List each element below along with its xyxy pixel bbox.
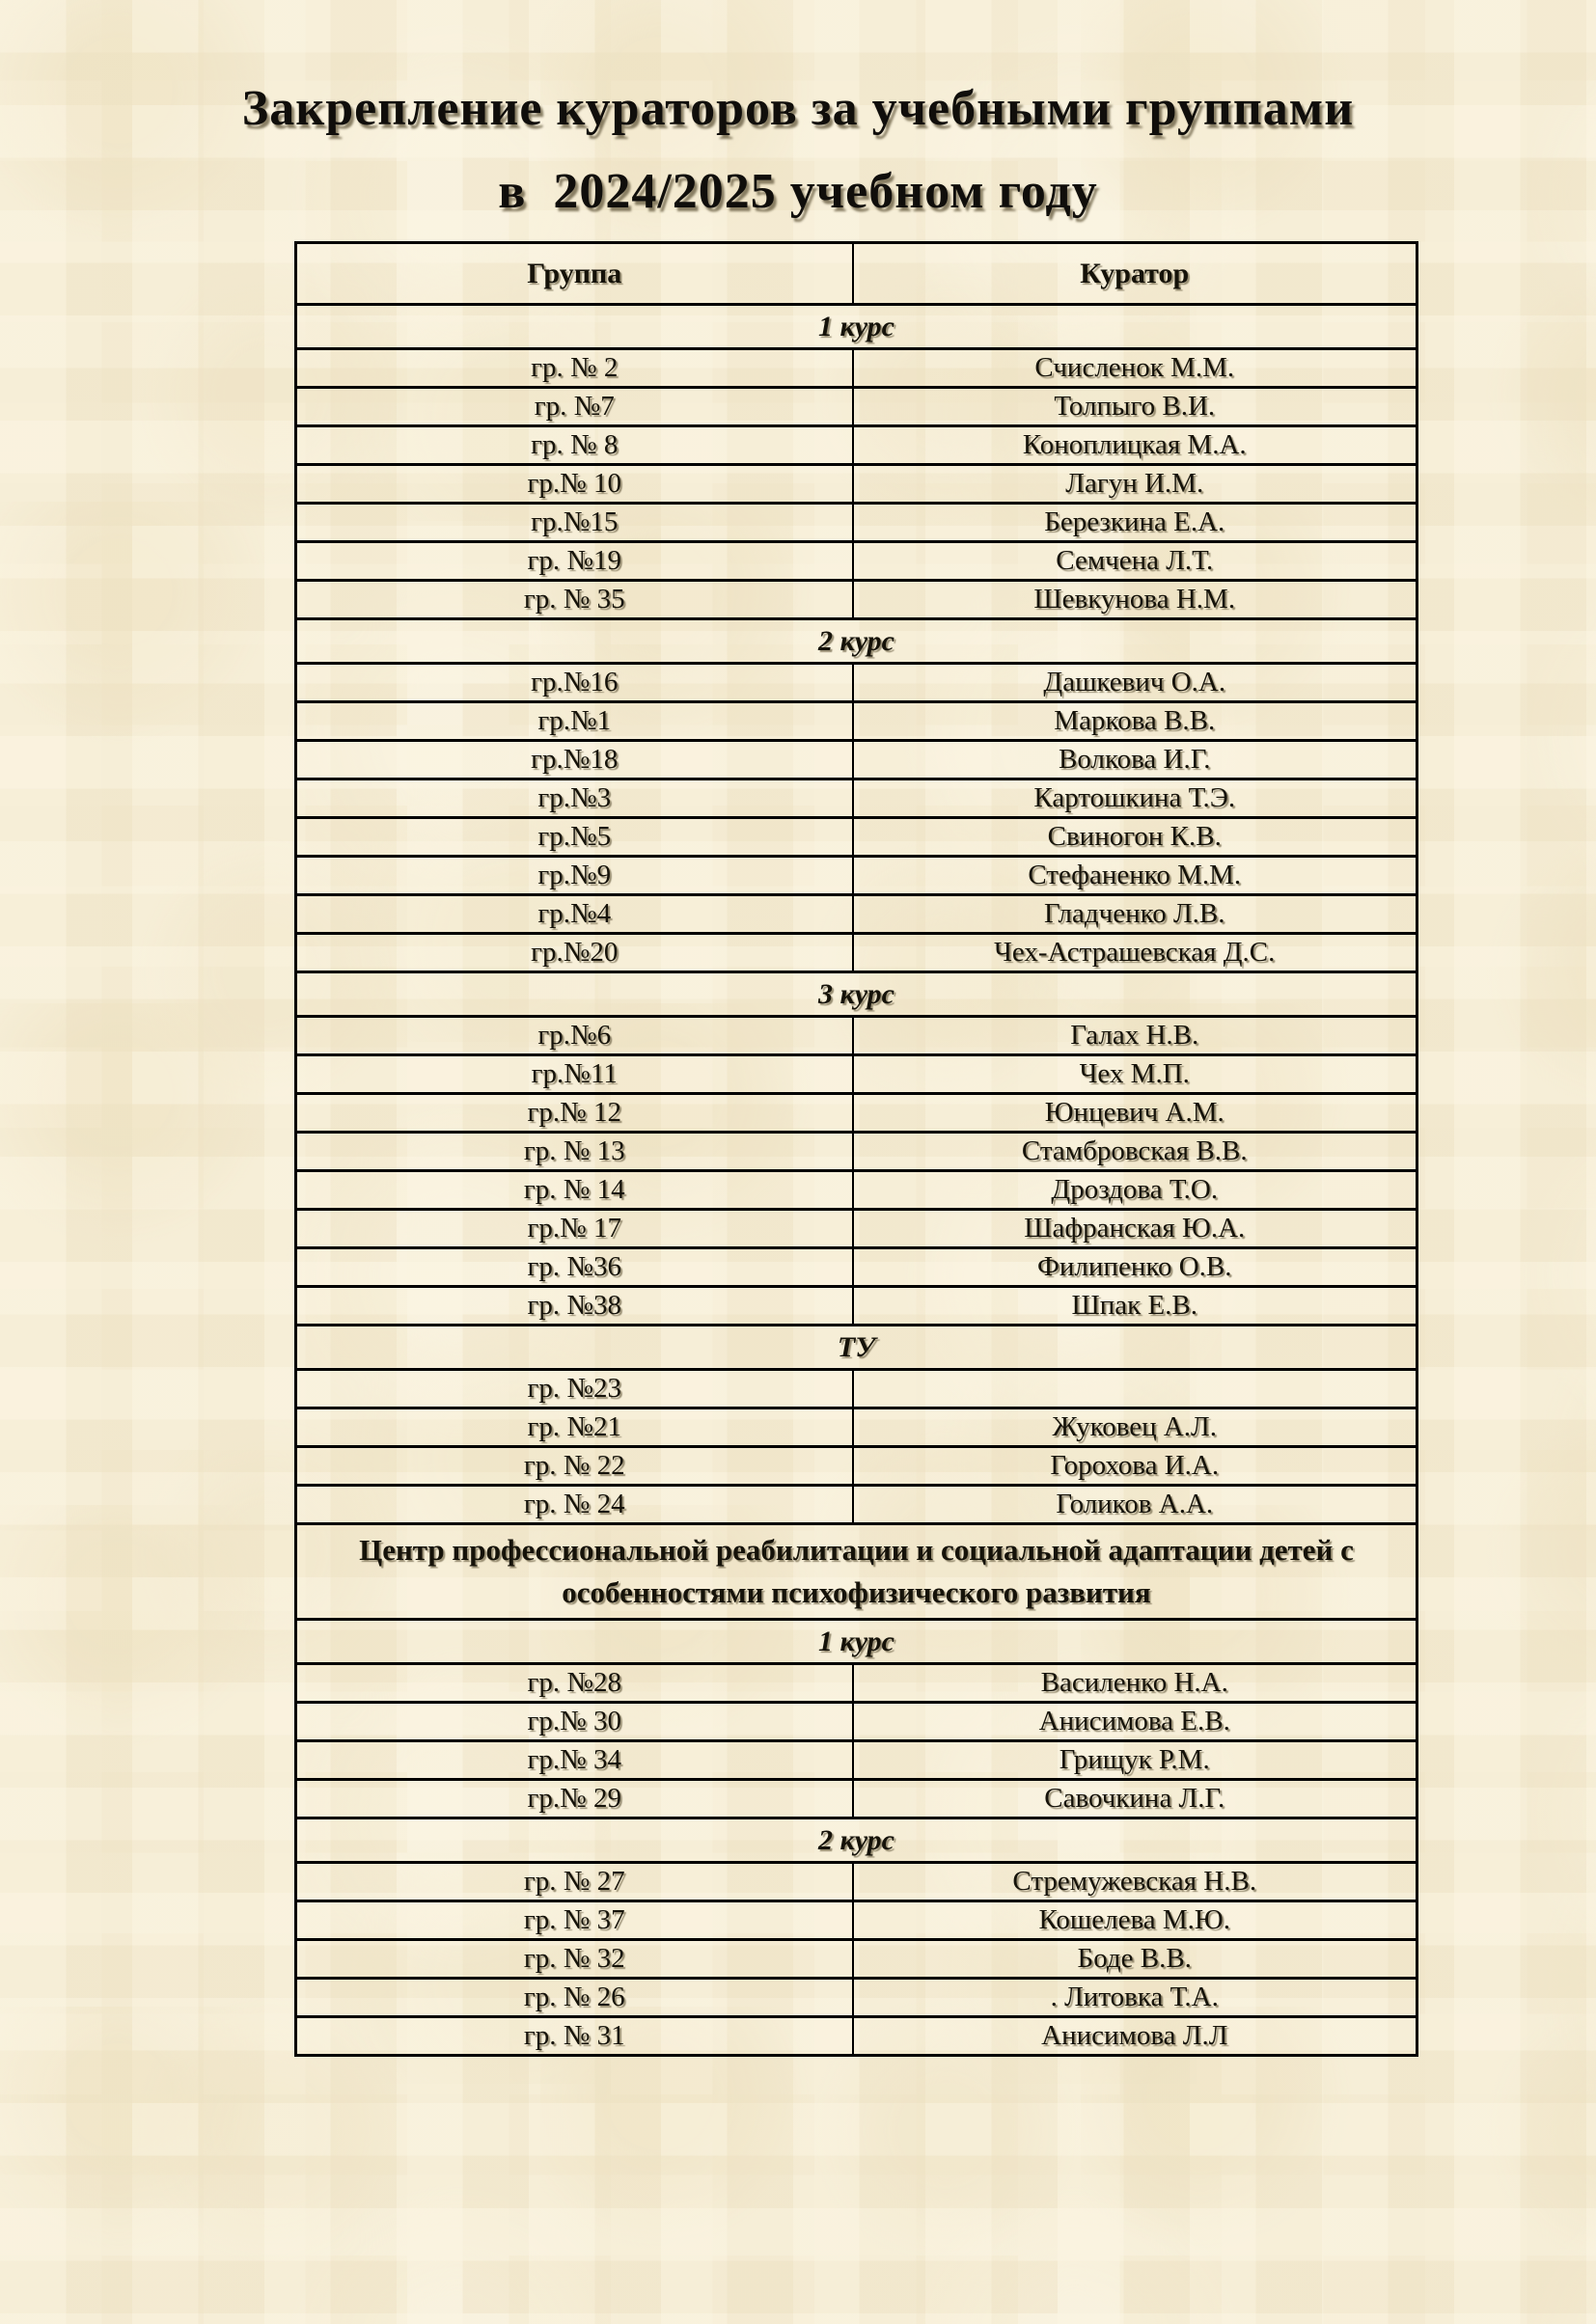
- group-cell: гр.№16: [296, 664, 853, 702]
- table-row: [296, 702, 1417, 741]
- curator-cell: Галах Н.В.: [853, 1017, 1417, 1055]
- table-row: [296, 1094, 1417, 1133]
- group-cell: гр.№1: [296, 702, 853, 741]
- group-cell: гр. №19: [296, 542, 853, 581]
- table-header-row: [296, 243, 1417, 305]
- table-row: [296, 1863, 1417, 1901]
- table-row: [296, 2017, 1417, 2056]
- table-row: [296, 1940, 1417, 1979]
- group-cell: гр. №28: [296, 1664, 853, 1703]
- table-row: [296, 542, 1417, 581]
- group-cell: гр.№20: [296, 934, 853, 972]
- table-row: [296, 934, 1417, 972]
- curator-cell: Березкина Е.А.: [853, 504, 1417, 542]
- table-row: [296, 1287, 1417, 1326]
- table-row: [296, 1780, 1417, 1818]
- table-row: [296, 504, 1417, 542]
- curator-cell: Боде В.В.: [853, 1940, 1417, 1979]
- group-cell: гр.№18: [296, 741, 853, 779]
- curator-cell: Лагун И.М.: [853, 465, 1417, 504]
- group-cell: гр.№9: [296, 857, 853, 895]
- curator-cell: Гладченко Л.В.: [853, 895, 1417, 934]
- group-cell: гр. № 2: [296, 349, 853, 388]
- table-row: [296, 1017, 1417, 1055]
- curator-cell: Чех М.П.: [853, 1055, 1417, 1094]
- curator-cell: Кошелева М.Ю.: [853, 1901, 1417, 1940]
- table-row: [296, 1979, 1417, 2017]
- curator-cell: Жуковец А.Л.: [853, 1408, 1417, 1447]
- table-row: [296, 741, 1417, 779]
- curator-cell: Анисимова Л.Л: [853, 2017, 1417, 2056]
- column-header-curator: Куратор: [853, 243, 1417, 305]
- curator-cell: Стремужевская Н.В.: [853, 1863, 1417, 1901]
- table-row: [296, 1370, 1417, 1408]
- table-row: [296, 1703, 1417, 1741]
- table-row: [296, 1248, 1417, 1287]
- curator-cell: Дашкевич О.А.: [853, 664, 1417, 702]
- curator-cell: Горохова И.А.: [853, 1447, 1417, 1486]
- curator-cell: Шафранская Ю.А.: [853, 1210, 1417, 1248]
- page-title-line1: Закрепление кураторов за учебными группами: [241, 81, 1355, 136]
- group-cell: гр.№5: [296, 818, 853, 857]
- curator-cell: Шевкунова Н.М.: [853, 581, 1417, 619]
- table-row: [296, 426, 1417, 465]
- curator-cell: Савочкина Л.Г.: [853, 1780, 1417, 1818]
- table-row: [296, 895, 1417, 934]
- group-cell: гр. № 14: [296, 1171, 853, 1210]
- table-row: [296, 1408, 1417, 1447]
- group-cell: гр. № 32: [296, 1940, 853, 1979]
- curator-cell: Свиногон К.В.: [853, 818, 1417, 857]
- group-cell: гр. №7: [296, 388, 853, 426]
- group-cell: гр. № 27: [296, 1863, 853, 1901]
- curator-cell: Волкова И.Г.: [853, 741, 1417, 779]
- page-title-line2: в 2024/2025 учебном году: [498, 164, 1098, 219]
- section-label: ТУ: [296, 1326, 1417, 1370]
- group-cell: гр.№3: [296, 779, 853, 818]
- table-body: [296, 305, 1417, 2056]
- table-row: [296, 1210, 1417, 1248]
- section-label: Центр профессиональной реабилитации и социальной адаптации детей с особенностями психофизического развития: [296, 1524, 1417, 1620]
- course-section-row: [296, 619, 1417, 664]
- curator-cell: [853, 1370, 1417, 1408]
- group-cell: гр. № 31: [296, 2017, 853, 2056]
- curator-cell: Анисимова Е.В.: [853, 1703, 1417, 1741]
- group-cell: гр.№ 34: [296, 1741, 853, 1780]
- table-row: [296, 818, 1417, 857]
- group-cell: гр. №36: [296, 1248, 853, 1287]
- table-row: [296, 388, 1417, 426]
- table-row: [296, 1901, 1417, 1940]
- group-cell: гр.№ 29: [296, 1780, 853, 1818]
- curator-cell: Толпыго В.И.: [853, 388, 1417, 426]
- section-label: 1 курс: [296, 1620, 1417, 1664]
- group-cell: гр.№6: [296, 1017, 853, 1055]
- group-cell: гр.№ 30: [296, 1703, 853, 1741]
- section-label: 3 курс: [296, 972, 1417, 1017]
- curator-cell: Голиков А.А.: [853, 1486, 1417, 1524]
- table-row: [296, 1447, 1417, 1486]
- curator-cell: Василенко Н.А.: [853, 1664, 1417, 1703]
- center-section-row: [296, 1524, 1417, 1620]
- course-section-row: [296, 1620, 1417, 1664]
- group-cell: гр.№4: [296, 895, 853, 934]
- group-cell: гр. № 22: [296, 1447, 853, 1486]
- table-row: [296, 465, 1417, 504]
- table-row: [296, 664, 1417, 702]
- curator-cell: Маркова В.В.: [853, 702, 1417, 741]
- table-row: [296, 1486, 1417, 1524]
- group-cell: гр. № 13: [296, 1133, 853, 1171]
- group-cell: гр. №23: [296, 1370, 853, 1408]
- course-section-row: [296, 1326, 1417, 1370]
- column-header-group: Группа: [296, 243, 853, 305]
- curator-cell: Юнцевич А.М.: [853, 1094, 1417, 1133]
- section-label: 2 курс: [296, 619, 1417, 664]
- group-cell: гр.№15: [296, 504, 853, 542]
- page-title: [0, 68, 1596, 233]
- document-page: [0, 68, 1596, 2324]
- group-cell: гр. № 35: [296, 581, 853, 619]
- course-section-row: [296, 972, 1417, 1017]
- curator-cell: Коноплицкая М.А.: [853, 426, 1417, 465]
- group-cell: гр. № 37: [296, 1901, 853, 1940]
- curator-cell: Чех-Астрашевская Д.С.: [853, 934, 1417, 972]
- group-cell: гр.№ 10: [296, 465, 853, 504]
- curator-cell: Стамбровская В.В.: [853, 1133, 1417, 1171]
- table-row: [296, 1741, 1417, 1780]
- table-row: [296, 779, 1417, 818]
- course-section-row: [296, 305, 1417, 349]
- curator-cell: Филипенко О.В.: [853, 1248, 1417, 1287]
- curator-cell: . Литовка Т.А.: [853, 1979, 1417, 2017]
- table-row: [296, 1133, 1417, 1171]
- table-row: [296, 857, 1417, 895]
- section-label: 2 курс: [296, 1818, 1417, 1863]
- curator-cell: Дроздова Т.О.: [853, 1171, 1417, 1210]
- group-cell: гр.№11: [296, 1055, 853, 1094]
- group-cell: гр. № 8: [296, 426, 853, 465]
- course-section-row: [296, 1818, 1417, 1863]
- table-row: [296, 349, 1417, 388]
- group-cell: гр. № 26: [296, 1979, 853, 2017]
- curator-cell: Шпак Е.В.: [853, 1287, 1417, 1326]
- group-cell: гр. №21: [296, 1408, 853, 1447]
- table-row: [296, 581, 1417, 619]
- curator-cell: Картошкина Т.Э.: [853, 779, 1417, 818]
- table-row: [296, 1171, 1417, 1210]
- section-label: 1 курс: [296, 305, 1417, 349]
- curator-cell: Грищук Р.М.: [853, 1741, 1417, 1780]
- curator-cell: Стефаненко М.М.: [853, 857, 1417, 895]
- group-cell: гр. №38: [296, 1287, 853, 1326]
- curator-cell: Семчена Л.Т.: [853, 542, 1417, 581]
- curator-cell: Счисленок М.М.: [853, 349, 1417, 388]
- group-cell: гр.№ 17: [296, 1210, 853, 1248]
- curators-table: [294, 241, 1418, 2057]
- group-cell: гр.№ 12: [296, 1094, 853, 1133]
- group-cell: гр. № 24: [296, 1486, 853, 1524]
- table-row: [296, 1055, 1417, 1094]
- table-row: [296, 1664, 1417, 1703]
